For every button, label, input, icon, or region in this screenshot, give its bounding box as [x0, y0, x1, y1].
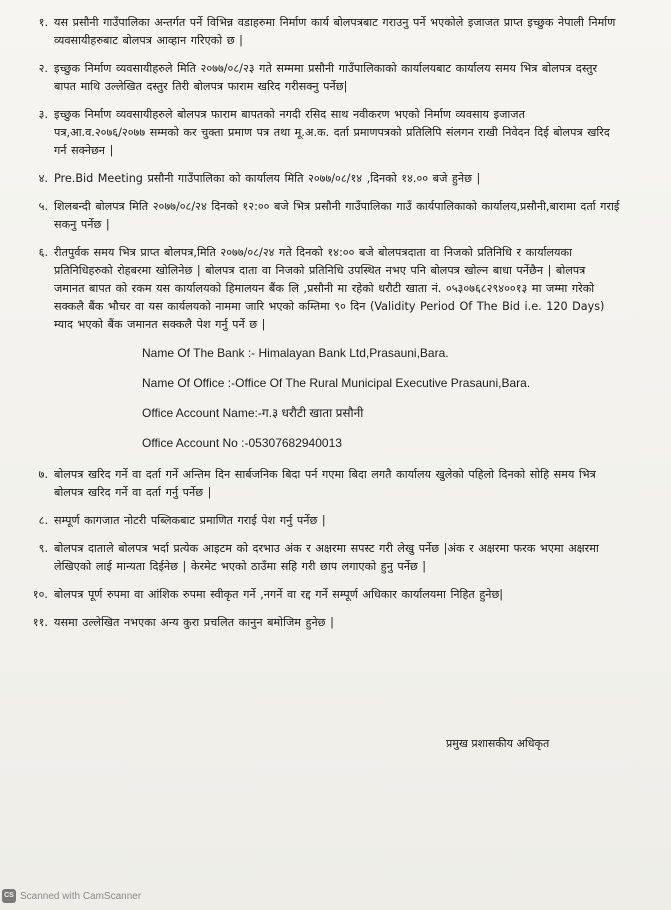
item-number: ५.	[38, 200, 48, 213]
notice-item-6	[20, 244, 620, 334]
item-text: बोलपत्र दाताले बोलपत्र भर्दा प्रत्येक आइटम को दरभाउ अंक र अक्षरमा सपस्ट गरी लेखु पर्नेछ |अंक र अक्षरमा फरक भएमा अक्षरमा लेखिएको लाई मान्यता दिईनेछ | केरमेट भएको ठाउँमा सहि गरी छाप लगाएको हुनु पर्नेछ |	[54, 542, 599, 573]
item-number: ९.	[38, 542, 48, 555]
signature-designation: प्रमुख प्रशासकीय अधिकृत	[446, 737, 550, 750]
bank-name: Name Of The Bank :- Himalayan Bank Ltd,Prasauni,Bara.	[142, 346, 449, 360]
office-account-number: Office Account No :-05307682940013	[142, 436, 342, 450]
item-text: बोलपत्र पूर्ण रुपमा वा आंशिक रुपमा स्वीकृत गर्ने ,नगर्ने वा रद्द गर्ने सम्पूर्ण अधिकार कार्यालयमा निहित हुनेछ|	[54, 588, 504, 601]
notice-item-2	[20, 60, 620, 96]
item-number: ८.	[38, 514, 48, 527]
notice-item-10	[20, 586, 620, 604]
item-number: १.	[38, 16, 48, 29]
notice-item-5	[20, 198, 620, 234]
camscanner-logo-icon: CS	[2, 889, 16, 903]
notice-item-11	[20, 614, 620, 632]
item-text: बोलपत्र खरिद गर्ने वा दर्ता गर्ने अन्तिम दिन सार्बजनिक बिदा पर्न गएमा बिदा लगतै कार्यालय खुलेको पहिलो दिनको सोहि समय भित्र बोलपत्र खरिद गर्ने वा दर्ता गर्नु पर्नेछ |	[54, 468, 596, 499]
item-number: ११.	[32, 616, 48, 629]
item-number: ७.	[38, 468, 48, 481]
item-number: ४.	[38, 172, 48, 185]
item-text: इच्छुक निर्माण व्यवसायीहरुले मिति २०७७/०८/२३ गते सम्ममा प्रसौनी गाउँपालिकाको कार्यालयबाट कार्यालय समय भित्र बोलपत्र दस्तुर बापत माथि उल्लेखित दस्तुर तिरी बोलपत्र फाराम खरिद गरीसक्नु पर्नेछ|	[54, 62, 598, 93]
item-text: इच्छुक निर्माण व्यवसायीहरुले बोलपत्र फाराम बापतको नगदी रसिद साथ नवीकरण भएको निर्माण व्यवसाय इजाजत पत्र,आ.व.२०७६/२०७७ सम्मको कर चुक्ता प्रमाण पत्र तथा मू.अ.क. दर्ता प्रमाणपत्रको प्रतिलिपि संलगन राखी निवेदन दिई बोलपत्र खरिद गर्न सक्नेछन |	[54, 108, 610, 157]
notice-item-3	[20, 106, 620, 160]
office-account-name: Office Account Name:-ग.३ धरौटी खाता प्रसौनी	[142, 406, 364, 420]
item-text: यस प्रसौनी गाउँपालिका अन्तर्गत पर्ने विभिन्न वडाहरुमा निर्माण कार्य बोलपत्रबाट गराउनु पर्ने भएकोले इजाजत प्राप्त इच्छुक नेपाली निर्माण व्यवसायीहरुबाट बोलपत्र आव्हान गरिएको छ |	[54, 16, 616, 47]
office-name: Name Of Office :-Office Of The Rural Municipal Executive Prasauni,Bara.	[142, 376, 531, 390]
scanner-watermark	[2, 889, 141, 903]
notice-item-9	[20, 540, 620, 576]
notice-item-1	[20, 14, 620, 50]
item-number: ३.	[38, 108, 48, 121]
item-number: १०.	[32, 588, 48, 601]
item-text: शिलबन्दी बोलपत्र मिति २०७७/०८/२४ दिनको १२:०० बजे भित्र प्रसौनी गाउँपालिका गाउँ कार्यपालिकाको कार्यालय,प्रसौनी,बारामा दर्ता गराई सकनु पर्नेछ |	[54, 200, 620, 231]
bank-details	[142, 344, 620, 452]
item-text: सम्पूर्ण कागजात नोटरी पब्लिकबाट प्रमाणित गराई पेश गर्नु पर्नेछ |	[54, 514, 326, 527]
item-number: ६.	[38, 246, 48, 259]
notice-item-4	[20, 170, 620, 188]
notice-item-8	[20, 512, 620, 530]
watermark-text: Scanned with CamScanner	[20, 890, 142, 902]
item-text: Pre.Bid Meeting प्रसौनी गाउँपालिका को कार्यालय मिति २०७७/०८/१४ ,दिनको १४.०० बजे हुनेछ |	[54, 172, 481, 185]
notice-items	[20, 14, 620, 642]
notice-item-7	[20, 466, 620, 502]
item-text: रीतपुर्वक समय भित्र प्राप्त बोलपत्र,मिति २०७७/०८/२४ गते दिनको १४:०० बजे बोलपत्रदाता वा निजको प्रतिनिधि र कार्यालयका प्रतिनिधिहरुको रोहबरमा खोलिनेछ | बोलपत्र दाता वा निजको प्रतिनिधि उपस्थित नभए पनि बोलपत्र खोल्न बाधा पर्नेछैन | बोलपत्र जमानत बापत को रकम यस कार्यालयको हिमालयन बैंक लि ,प्रसौनी मा रहेको धरौटी खाता नं. ०५३०७६८२९४००१३ मा जम्मा गरेको सक्कलै बैंक भौचर वा यस कार्यलयको नाममा जारि भएको कम्तिमा ९० दिन (Validity Period Of The Bid i.e. 120 Days) म्याद भएको बैंक जमानत सक्कलै पेश गर्नु पर्ने छ |	[54, 246, 605, 331]
item-text: यसमा उल्लेखित नभएका अन्य कुरा प्रचलित कानुन बमोजिम हुनेछ |	[54, 616, 334, 629]
item-number: २.	[38, 62, 48, 75]
